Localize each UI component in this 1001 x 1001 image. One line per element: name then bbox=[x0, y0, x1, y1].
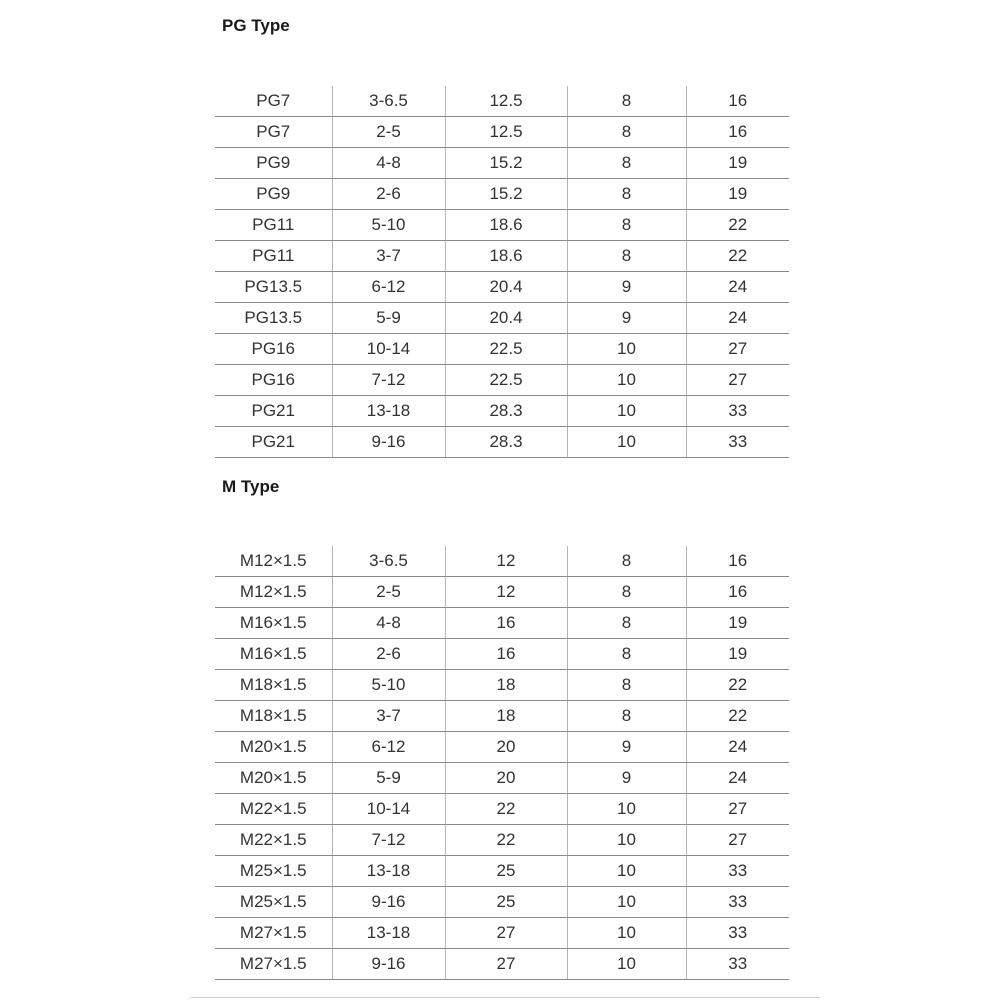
table-cell: 27 bbox=[686, 334, 789, 365]
table-cell: PG9 bbox=[215, 148, 332, 179]
table-cell: 9 bbox=[567, 732, 686, 763]
table-cell: 4-8 bbox=[332, 608, 445, 639]
table-row bbox=[215, 825, 789, 856]
table-cell: 16 bbox=[445, 608, 567, 639]
table-cell: M18×1.5 bbox=[215, 670, 332, 701]
table-cell: 27 bbox=[686, 365, 789, 396]
table-cell: 10 bbox=[567, 794, 686, 825]
m-type-heading: M Type bbox=[222, 477, 280, 496]
table-cell: PG13.5 bbox=[215, 272, 332, 303]
table-cell: 3-6.5 bbox=[332, 546, 445, 577]
table-cell: 27 bbox=[445, 949, 567, 980]
table-cell: 5-10 bbox=[332, 210, 445, 241]
table-cell: 33 bbox=[686, 949, 789, 980]
table-cell: 8 bbox=[567, 241, 686, 272]
table-row bbox=[215, 86, 789, 117]
table-cell: 19 bbox=[686, 639, 789, 670]
table-cell: 13-18 bbox=[332, 856, 445, 887]
table-cell: M25×1.5 bbox=[215, 856, 332, 887]
table-cell: 22 bbox=[686, 210, 789, 241]
table-cell: 3-7 bbox=[332, 241, 445, 272]
table-row bbox=[215, 396, 789, 427]
table-cell: 2-6 bbox=[332, 179, 445, 210]
table-cell: 16 bbox=[686, 577, 789, 608]
table-cell: 33 bbox=[686, 856, 789, 887]
table-cell: 18 bbox=[445, 670, 567, 701]
table-cell: M12×1.5 bbox=[215, 577, 332, 608]
table-row bbox=[215, 365, 789, 396]
table-cell: 8 bbox=[567, 577, 686, 608]
table-cell: 12 bbox=[445, 546, 567, 577]
table-cell: 10 bbox=[567, 949, 686, 980]
table-cell: 16 bbox=[686, 546, 789, 577]
table-cell: 13-18 bbox=[332, 918, 445, 949]
table-cell: 27 bbox=[686, 794, 789, 825]
table-cell: 22 bbox=[686, 701, 789, 732]
table-cell: 10 bbox=[567, 334, 686, 365]
table-cell: 5-10 bbox=[332, 670, 445, 701]
table-cell: PG16 bbox=[215, 365, 332, 396]
table-cell: M22×1.5 bbox=[215, 794, 332, 825]
table-cell: 7-12 bbox=[332, 365, 445, 396]
table-cell: 10 bbox=[567, 365, 686, 396]
table-cell: 2-6 bbox=[332, 639, 445, 670]
table-row bbox=[215, 701, 789, 732]
table-cell: 3-7 bbox=[332, 701, 445, 732]
table-cell: 10-14 bbox=[332, 334, 445, 365]
table-cell: 18 bbox=[445, 701, 567, 732]
table-cell: M16×1.5 bbox=[215, 639, 332, 670]
table-cell: 8 bbox=[567, 608, 686, 639]
table-cell: 12.5 bbox=[445, 86, 567, 117]
table-cell: 10 bbox=[567, 918, 686, 949]
table-cell: 24 bbox=[686, 303, 789, 334]
table-cell: 28.3 bbox=[445, 396, 567, 427]
table-row bbox=[215, 179, 789, 210]
table-cell: 10 bbox=[567, 396, 686, 427]
table-cell: 6-12 bbox=[332, 272, 445, 303]
table-cell: 13-18 bbox=[332, 396, 445, 427]
table-cell: 9-16 bbox=[332, 887, 445, 918]
table-cell: 18.6 bbox=[445, 241, 567, 272]
table-cell: M27×1.5 bbox=[215, 918, 332, 949]
table-cell: 22.5 bbox=[445, 334, 567, 365]
table-cell: M20×1.5 bbox=[215, 732, 332, 763]
table-cell: 28.3 bbox=[445, 427, 567, 458]
table-row bbox=[215, 949, 789, 980]
pg-type-table bbox=[215, 86, 789, 458]
table-row bbox=[215, 546, 789, 577]
table-cell: 9-16 bbox=[332, 949, 445, 980]
table-row bbox=[215, 670, 789, 701]
table-cell: 3-6.5 bbox=[332, 86, 445, 117]
table-cell: 9 bbox=[567, 763, 686, 794]
table-cell: PG11 bbox=[215, 241, 332, 272]
table-row bbox=[215, 117, 789, 148]
table-cell: 5-9 bbox=[332, 763, 445, 794]
table-cell: 8 bbox=[567, 210, 686, 241]
table-cell: 12.5 bbox=[445, 117, 567, 148]
table-cell: M20×1.5 bbox=[215, 763, 332, 794]
table-cell: 10 bbox=[567, 856, 686, 887]
table-cell: 15.2 bbox=[445, 179, 567, 210]
table-cell: 16 bbox=[686, 86, 789, 117]
table-cell: 10 bbox=[567, 427, 686, 458]
table-cell: 19 bbox=[686, 179, 789, 210]
table-row bbox=[215, 427, 789, 458]
table-cell: 20 bbox=[445, 763, 567, 794]
table-cell: 16 bbox=[445, 639, 567, 670]
table-cell: 8 bbox=[567, 546, 686, 577]
table-cell: 8 bbox=[567, 179, 686, 210]
table-cell: 8 bbox=[567, 670, 686, 701]
table-cell: 7-12 bbox=[332, 825, 445, 856]
table-cell: M27×1.5 bbox=[215, 949, 332, 980]
table-cell: 10 bbox=[567, 887, 686, 918]
table-cell: 22.5 bbox=[445, 365, 567, 396]
m-type-table bbox=[215, 546, 789, 980]
table-cell: 5-9 bbox=[332, 303, 445, 334]
table-cell: 2-5 bbox=[332, 577, 445, 608]
table-cell: 27 bbox=[686, 825, 789, 856]
table-cell: 33 bbox=[686, 887, 789, 918]
table-cell: 24 bbox=[686, 763, 789, 794]
table-cell: 18.6 bbox=[445, 210, 567, 241]
table-cell: 8 bbox=[567, 639, 686, 670]
table-cell: 24 bbox=[686, 732, 789, 763]
table-cell: PG7 bbox=[215, 86, 332, 117]
table-cell: PG9 bbox=[215, 179, 332, 210]
table-cell: 4-8 bbox=[332, 148, 445, 179]
table-row bbox=[215, 763, 789, 794]
table-row bbox=[215, 272, 789, 303]
table-cell: 24 bbox=[686, 272, 789, 303]
table-cell: PG21 bbox=[215, 396, 332, 427]
table-row bbox=[215, 639, 789, 670]
table-row bbox=[215, 148, 789, 179]
table-cell: PG13.5 bbox=[215, 303, 332, 334]
table-cell: 9 bbox=[567, 272, 686, 303]
table-row bbox=[215, 887, 789, 918]
table-cell: 9 bbox=[567, 303, 686, 334]
table-cell: 22 bbox=[445, 825, 567, 856]
table-cell: 8 bbox=[567, 86, 686, 117]
table-cell: 8 bbox=[567, 117, 686, 148]
table-row bbox=[215, 334, 789, 365]
table-cell: PG11 bbox=[215, 210, 332, 241]
table-cell: 25 bbox=[445, 887, 567, 918]
table-cell: 33 bbox=[686, 396, 789, 427]
table-row bbox=[215, 577, 789, 608]
pg-type-heading: PG Type bbox=[222, 16, 290, 35]
table-cell: 33 bbox=[686, 918, 789, 949]
table-cell: 8 bbox=[567, 148, 686, 179]
table-cell: M25×1.5 bbox=[215, 887, 332, 918]
table-row bbox=[215, 856, 789, 887]
table-cell: 8 bbox=[567, 701, 686, 732]
table-cell: 22 bbox=[445, 794, 567, 825]
table-cell: 22 bbox=[686, 241, 789, 272]
table-cell: M12×1.5 bbox=[215, 546, 332, 577]
table-cell: M18×1.5 bbox=[215, 701, 332, 732]
table-cell: 16 bbox=[686, 117, 789, 148]
table-cell: PG7 bbox=[215, 117, 332, 148]
table-cell: 20.4 bbox=[445, 303, 567, 334]
table-cell: PG21 bbox=[215, 427, 332, 458]
table-cell: 20 bbox=[445, 732, 567, 763]
table-cell: M16×1.5 bbox=[215, 608, 332, 639]
table-cell: 10-14 bbox=[332, 794, 445, 825]
table-row bbox=[215, 608, 789, 639]
table-row bbox=[215, 794, 789, 825]
table-row bbox=[215, 732, 789, 763]
table-cell: 20.4 bbox=[445, 272, 567, 303]
table-cell: 10 bbox=[567, 825, 686, 856]
table-cell: M22×1.5 bbox=[215, 825, 332, 856]
table-row bbox=[215, 303, 789, 334]
table-cell: PG16 bbox=[215, 334, 332, 365]
bottom-divider bbox=[190, 997, 820, 998]
table-row bbox=[215, 918, 789, 949]
table-row bbox=[215, 210, 789, 241]
table-cell: 12 bbox=[445, 577, 567, 608]
table-cell: 2-5 bbox=[332, 117, 445, 148]
table-cell: 19 bbox=[686, 148, 789, 179]
table-cell: 27 bbox=[445, 918, 567, 949]
table-cell: 15.2 bbox=[445, 148, 567, 179]
table-cell: 22 bbox=[686, 670, 789, 701]
table-cell: 6-12 bbox=[332, 732, 445, 763]
table-cell: 25 bbox=[445, 856, 567, 887]
table-row bbox=[215, 241, 789, 272]
table-cell: 33 bbox=[686, 427, 789, 458]
table-cell: 19 bbox=[686, 608, 789, 639]
table-cell: 9-16 bbox=[332, 427, 445, 458]
